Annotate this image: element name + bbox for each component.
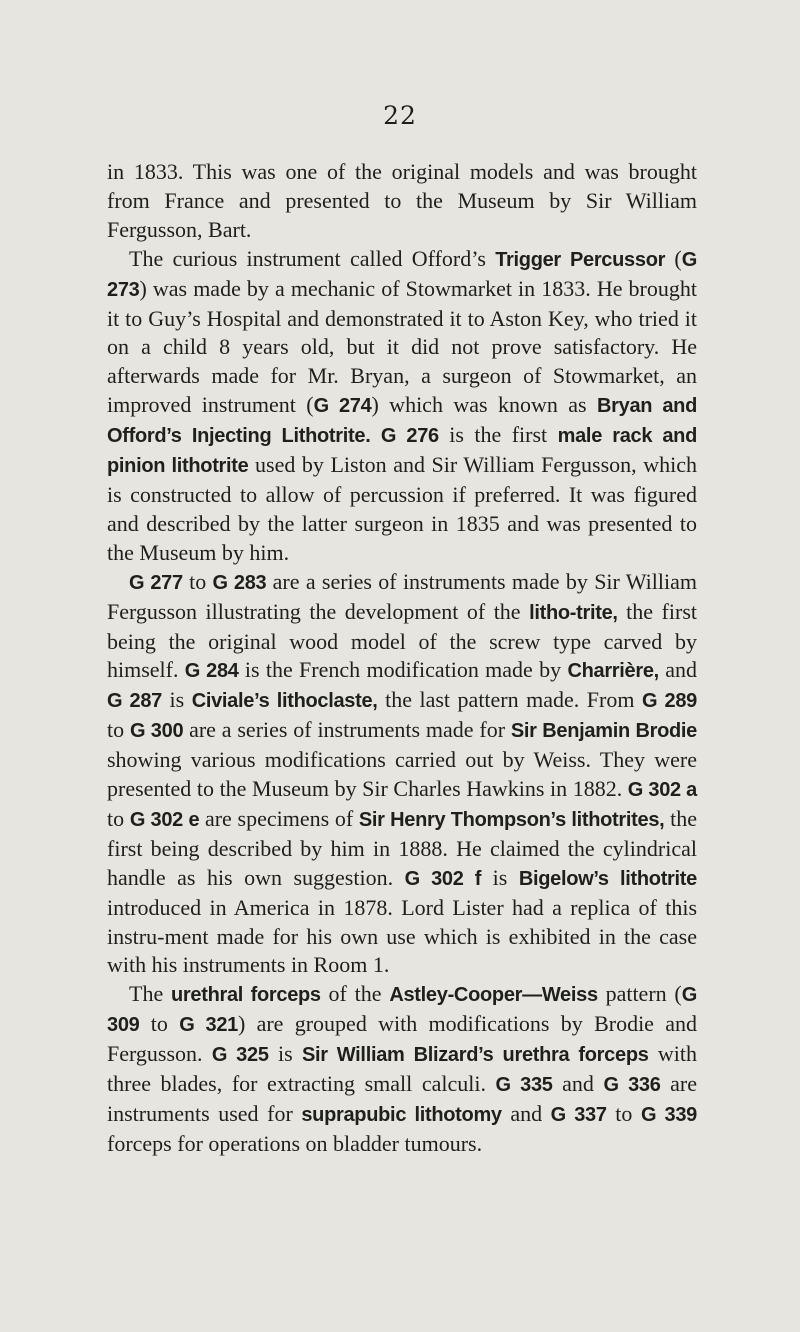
text-run: forceps for operations on bladder tumours. xyxy=(107,1130,483,1156)
text-run: is xyxy=(268,1041,302,1067)
text-run: the first being described by him in 1888. He claimed the cylindrical handle as his own suggestion. xyxy=(107,805,697,890)
text-run: pattern ( xyxy=(597,981,682,1007)
bold-term: Charrière, xyxy=(567,660,659,683)
text-run: and xyxy=(658,657,698,683)
bold-term: Civiale’s lithoclaste, xyxy=(191,690,378,713)
text-run: and xyxy=(552,1071,604,1097)
text-run: to xyxy=(139,1011,180,1037)
bold-term: G 277 xyxy=(129,571,183,594)
bold-term: Sir Benjamin Brodie xyxy=(510,720,697,743)
bold-term: Sir Henry Thompson’s lithotrites, xyxy=(358,808,665,831)
bold-term: G 302 a xyxy=(627,779,697,802)
bold-term: G 273 xyxy=(107,248,697,301)
text-run: introduced in America in 1878. Lord Lister had a replica of this instru-ment made for his own use which is exhibited in the case with his instruments in Room 1. xyxy=(107,894,697,978)
bold-term: G 337 xyxy=(550,1104,607,1126)
text-run: ( xyxy=(665,245,682,271)
text-run xyxy=(370,422,380,447)
bold-term: G 339 xyxy=(640,1104,697,1126)
text-run: is xyxy=(162,687,192,713)
paragraph xyxy=(107,980,697,1158)
bold-term: G 274 xyxy=(313,395,372,418)
text-run: The curious instrument called Offord’s xyxy=(129,245,496,271)
bold-term: Astley-Cooper—Weiss xyxy=(389,984,598,1007)
text-run: is xyxy=(481,864,519,890)
bold-term: G 284 xyxy=(184,660,239,683)
text-run: are instruments used for xyxy=(107,1071,698,1126)
bold-term: suprapubic lithotomy xyxy=(301,1104,502,1126)
text-run: are a series of instruments made by Sir William Fergusson illustrating the development of the xyxy=(107,568,697,624)
text-run: is the French modification made by xyxy=(238,657,568,683)
bold-term: Sir William Blizard’s urethra forceps xyxy=(301,1044,649,1067)
text-run: to xyxy=(107,805,130,831)
text-run: are specimens of xyxy=(199,805,359,831)
bold-term: G 336 xyxy=(603,1074,661,1097)
paragraph xyxy=(107,568,697,981)
text-run: The xyxy=(129,981,171,1007)
text-run: and xyxy=(501,1101,551,1126)
bold-term: G 289 xyxy=(642,690,697,713)
text-run: to xyxy=(182,568,213,594)
bold-term: Bigelow’s lithotrite xyxy=(518,867,697,890)
bold-term: male rack and pinion lithotrite xyxy=(107,425,698,478)
text-run: the last pattern made. From xyxy=(377,687,642,713)
bold-term: Trigger Percussor xyxy=(495,248,666,271)
text-body xyxy=(107,158,697,1159)
text-run: ) are grouped with modifications by Brodie and Fergusson. xyxy=(107,1011,697,1067)
page-number: 22 xyxy=(383,101,417,130)
bold-term: G 276 xyxy=(380,425,439,448)
bold-term: G 335 xyxy=(495,1074,553,1097)
text-run: are a series of instruments made for xyxy=(183,717,511,743)
bold-term: G 287 xyxy=(107,690,162,713)
text-run: is the first xyxy=(438,422,558,448)
bold-term: Bryan and Offord’s Injecting Lithotrite. xyxy=(107,395,698,448)
text-run: the first being the original wood model of the screw type carved by himself. xyxy=(107,598,697,683)
bold-term: G 302 f xyxy=(404,867,482,890)
bold-term: urethral forceps xyxy=(171,984,321,1007)
text-run: of the xyxy=(320,981,390,1007)
text-run: ) which was known as xyxy=(371,392,597,418)
bold-term: litho-trite, xyxy=(529,601,618,624)
text-run: to xyxy=(606,1101,641,1126)
text-run: ) was made by a mechanic of Stowmarket in 1833. He brought it to Guy’s Hospital and demonstrated it to Aston Key, who tried it on a child 8 years old, but it did not prove satisfactory. He afterwards made for Mr. Bryan, a surgeon of Stowmarket, an improved instrument ( xyxy=(107,275,697,418)
text-run: with three blades, for extracting small calculi. xyxy=(107,1041,697,1097)
paragraph xyxy=(107,245,697,568)
text-run: showing various modifications carried out by Weiss. They were presented to the Museum by Sir Charles Hawkins in 1882. xyxy=(107,747,697,802)
bold-term: G 302 e xyxy=(129,808,200,831)
text-run: in 1833. This was one of the original models and was brought from France and presented to the Museum by Sir William Fergusson, Bart. xyxy=(107,159,697,242)
bold-term: G 321 xyxy=(179,1014,238,1037)
paragraph xyxy=(107,158,697,245)
bold-term: G 325 xyxy=(211,1044,269,1067)
text-run: to xyxy=(107,717,130,743)
bold-term: G 309 xyxy=(107,984,698,1037)
bold-term: G 300 xyxy=(129,720,184,743)
text-run: used by Liston and Sir William Fergusson, which is constructed to allow of percussion if preferred. It was figured and described by the latter surgeon in 1835 and was presented to the Museum by him. xyxy=(107,452,697,565)
bold-term: G 283 xyxy=(212,571,267,594)
